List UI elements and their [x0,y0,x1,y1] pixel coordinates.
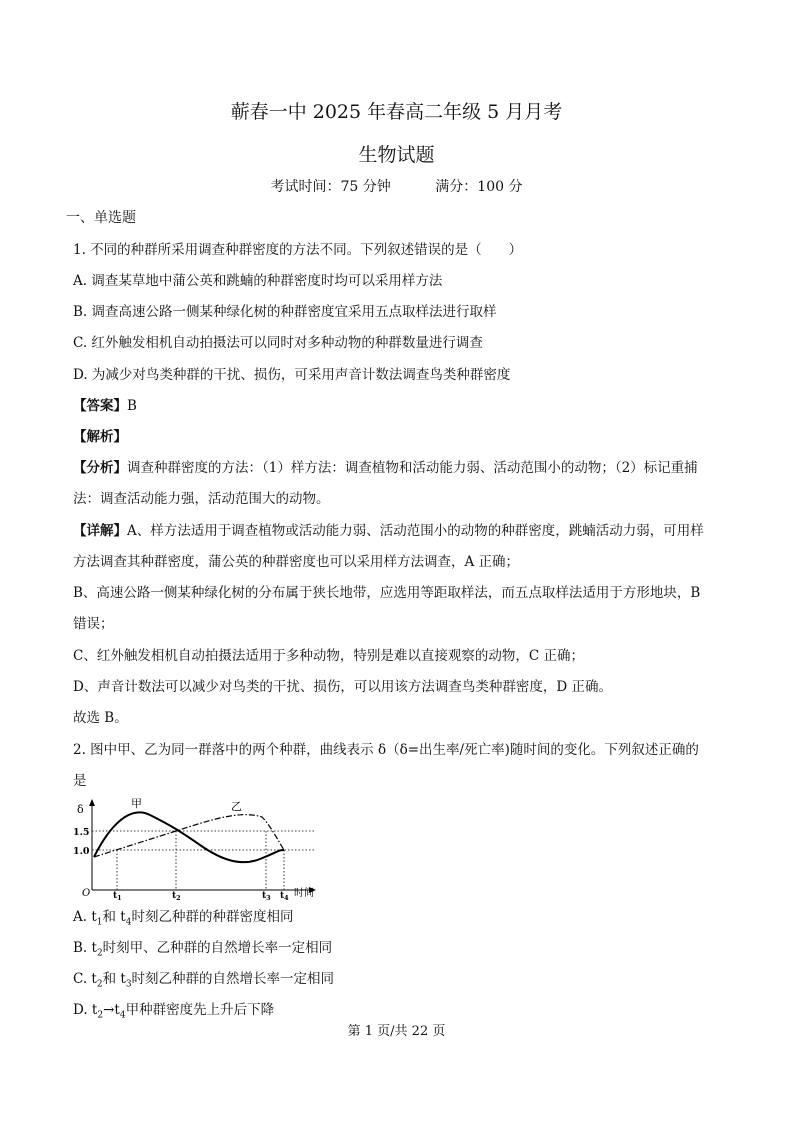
xiangjie-a-text: A、样方法适用于调查植物或活动能力弱、活动范围小的动物的种群密度，跳蝻活动力弱，可用样 [127,523,704,539]
exam-title: 蕲春一中 2025 年春高二年级 5 月月考 [230,101,563,123]
answer-tag: 【答案】 [73,398,127,414]
fenxi-tag: 【分析】 [73,460,127,476]
subject-title: 生物试题 [358,144,435,166]
page-footer: 第 1 页/共 22 页 [347,1024,446,1039]
t2-label: $t_2$ [172,891,181,900]
q1-fenxi-line2: 法：调查活动能力强，活动范围大的动物。 [73,491,330,507]
section-heading: 一、单选题 [66,210,136,226]
x-axis-label: 时间 [294,888,314,899]
q2-option-a: A. $t_1$和 $t_4$时刻乙种群的种群密度相同 [73,909,294,928]
y-axis-label: δ [77,803,84,816]
q1-option-b: B. 调查高速公路一侧某种绿化树的种群密度宜采用五点取样法进行取样 [73,304,497,320]
q1-xiangjie-b2: 错误； [73,616,114,632]
q2-stem-line2: 是 [73,773,87,789]
q1-xiangjie-b1: B、高速公路一侧某种绿化树的分布属于狭长地带，应选用等距取样法，而五点取样法适用于方形地块，B [73,585,701,601]
q1-xiangjie-d: D、声音计数法可以减少对鸟类的干扰、损伤，可以用该方法调查鸟类种群密度，D 正确。 [73,679,612,695]
q2-option-c: C. $t_2$和 $t_3$时刻乙种群的自然增长率一定相同 [73,971,335,990]
q1-stem: 1. 不同的种群所采用调查种群密度的方法不同。下列叙述错误的是（ ） [73,242,523,258]
t1-label: $t_1$ [113,891,122,900]
q1-xiangjie-line2: 方法调查其种群密度，蒲公英的种群密度也可以采用样方法调查，A 正确； [73,554,520,570]
xiangjie-tag: 【详解】 [73,523,127,539]
q1-xiangjie-line1 [73,522,704,540]
t3-label: $t_3$ [262,891,271,900]
origin-label: O [82,888,91,899]
y-tick-1-0: 1.0 [73,846,90,857]
q1-fenxi-line1 [73,459,698,477]
q2-stem-line1: 2. 图中甲、乙为同一群落中的两个种群，曲线表示 δ（δ=出生率/死亡率)随时间的变化。下列叙述正确的 [73,742,699,758]
t4-label: $t_4$ [280,891,289,900]
fenxi-text: 调查种群密度的方法：（1）样方法：调查植物和活动能力弱、活动范围小的动物；（2）标记重捕 [127,460,698,476]
curve-yi-label: 乙 [231,800,242,813]
q1-conclusion: 故选 B。 [73,710,128,726]
q2-option-b: B. $t_2$时刻甲、乙种群的自然增长率一定相同 [73,940,333,959]
q1-option-d: D. 为减少对鸟类种群的干扰、损伤，可采用声音计数法调查鸟类种群密度 [73,367,511,383]
curve-jia [94,812,284,862]
answer-value: B [127,398,137,414]
y-tick-1-5: 1.5 [73,827,90,838]
curve-yi [94,815,284,857]
exam-info: 考试时间：75 分钟 满分：100 分 [270,179,523,195]
q1-option-c: C. 红外触发相机自动拍摄法可以同时对多种动物的种群数量进行调查 [73,335,483,351]
q2-option-d: D. $t_2\to t_4$甲种群密度先上升后下降 [73,1002,275,1021]
jiexi-tag: 【解析】 [73,429,127,445]
q2-delta-figure [70,795,330,900]
q1-answer [73,397,137,415]
curve-jia-label: 甲 [131,797,142,810]
q1-jiexi [73,428,127,446]
y-axis-arrow [89,799,95,806]
q1-option-a: A. 调查某草地中蒲公英和跳蝻的种群密度时均可以采用样方法 [73,273,443,289]
q1-xiangjie-c: C、红外触发相机自动拍摄法适用于多种动物，特别是难以直接观察的动物，C 正确； [73,648,584,664]
